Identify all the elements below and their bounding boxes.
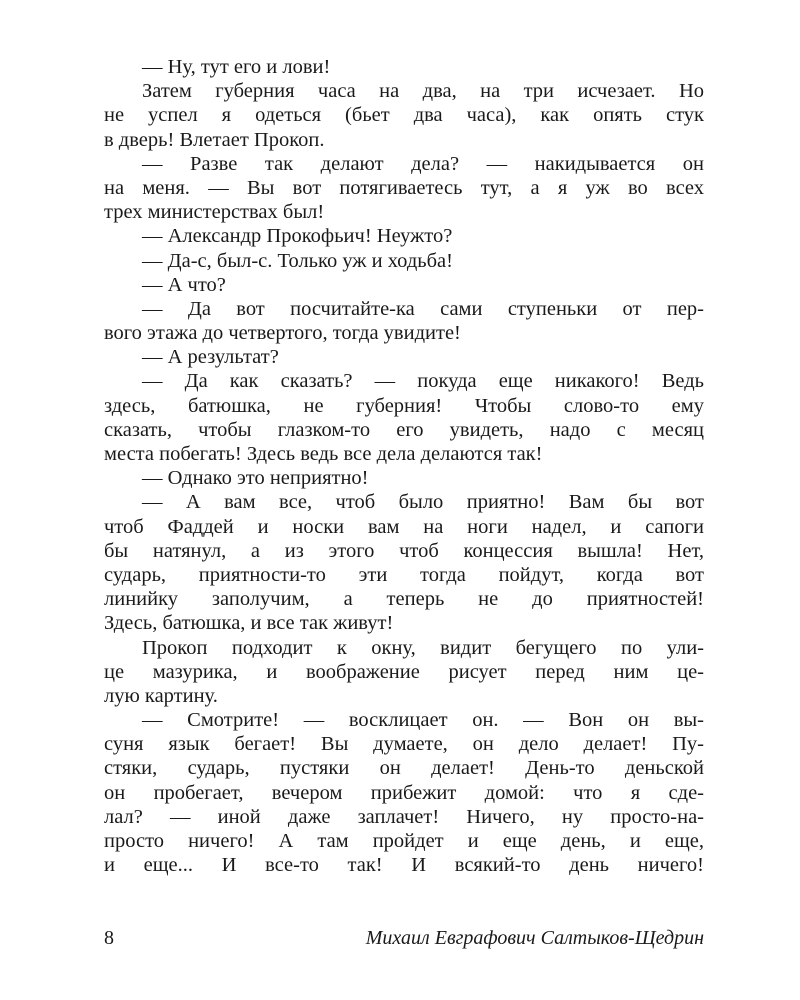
text-line: Прокоп подходит к окну, видит бегущего по ули- [142,636,704,659]
text-line: места побегать! Здесь ведь все дела делаются так! [104,443,543,465]
text-line: сударь, приятности-то эти тогда пойдут, когда вот [104,563,704,586]
text-line: Здесь, батюшка, и все так живут! [104,612,394,635]
text-line: вого этажа до четвертого, тогда увидите! [104,322,461,345]
text-line: здесь, батюшка, не губерния! Чтобы слово-то ему [104,394,704,417]
text-line: — А вам все, чтоб было приятно! Вам бы вот [142,491,704,514]
text-line: — А что? [142,273,226,296]
text-line: — Ну, тут его и лови! [142,56,331,78]
text-line: суня язык бегает! Вы думаете, он дело делает! Пу- [104,733,704,756]
text-line: це мазурика, и воображение рисует перед ним це- [104,660,704,683]
text-line: он пробегает, вечером прибежит домой: что я сде- [104,781,704,804]
text-line: не успел я одеться (бьет два часа), как опять стук [104,104,704,127]
text-line: — Да вот посчитайте-ка сами ступеньки от пер- [142,297,704,320]
page-number: 8 [104,927,114,949]
text-line: просто ничего! А там пройдет и еще день, и еще, [104,830,704,852]
text-line: — Да как сказать? — покуда еще никакого! Ведь [142,370,704,393]
text-line: — Разве так делают дела? — накидывается он [142,152,704,175]
text-line: в дверь! Влетает Прокоп. [104,128,325,151]
text-line: бы натянул, а из этого чтоб концессия вышла! Нет, [104,539,704,562]
text-line: лую картину. [104,684,218,707]
text-line: и еще... И все-то так! И всякий-то день ничего! [104,854,704,877]
page-footer [104,924,704,952]
text-line: Затем губерния часа на два, на три исчезает. Но [142,80,704,103]
text-line: — А результат? [142,346,279,369]
text-line: чтоб Фаддей и носки вам на ноги надел, и сапоги [104,515,704,538]
text-line: линийку заполучим, а теперь не до приятностей! [104,588,704,611]
text-line: — Смотрите! — восклицает он. — Вон он вы- [142,709,704,732]
text-line: стяки, сударь, пустяки он делает! День-то деньской [104,757,704,780]
text-line: — Да-с, был-с. Только уж и ходьба! [142,249,453,272]
text-line: — Однако это неприятно! [142,467,369,490]
text-line: трех министерствах был! [104,201,325,224]
text-line: сказать, чтобы глазком-то его увидеть, надо с месяц [104,418,704,441]
body-text [104,55,704,877]
running-title: Михаил Евграфович Салтыков-Щедрин [365,927,704,949]
text-line: лал? — иной даже заплачет! Ничего, ну просто-на- [104,805,704,828]
text-line: на меня. — Вы вот потягиваетесь тут, а я уж во всех [104,176,704,199]
text-line: — Александр Прокофьич! Неужто? [142,225,453,248]
